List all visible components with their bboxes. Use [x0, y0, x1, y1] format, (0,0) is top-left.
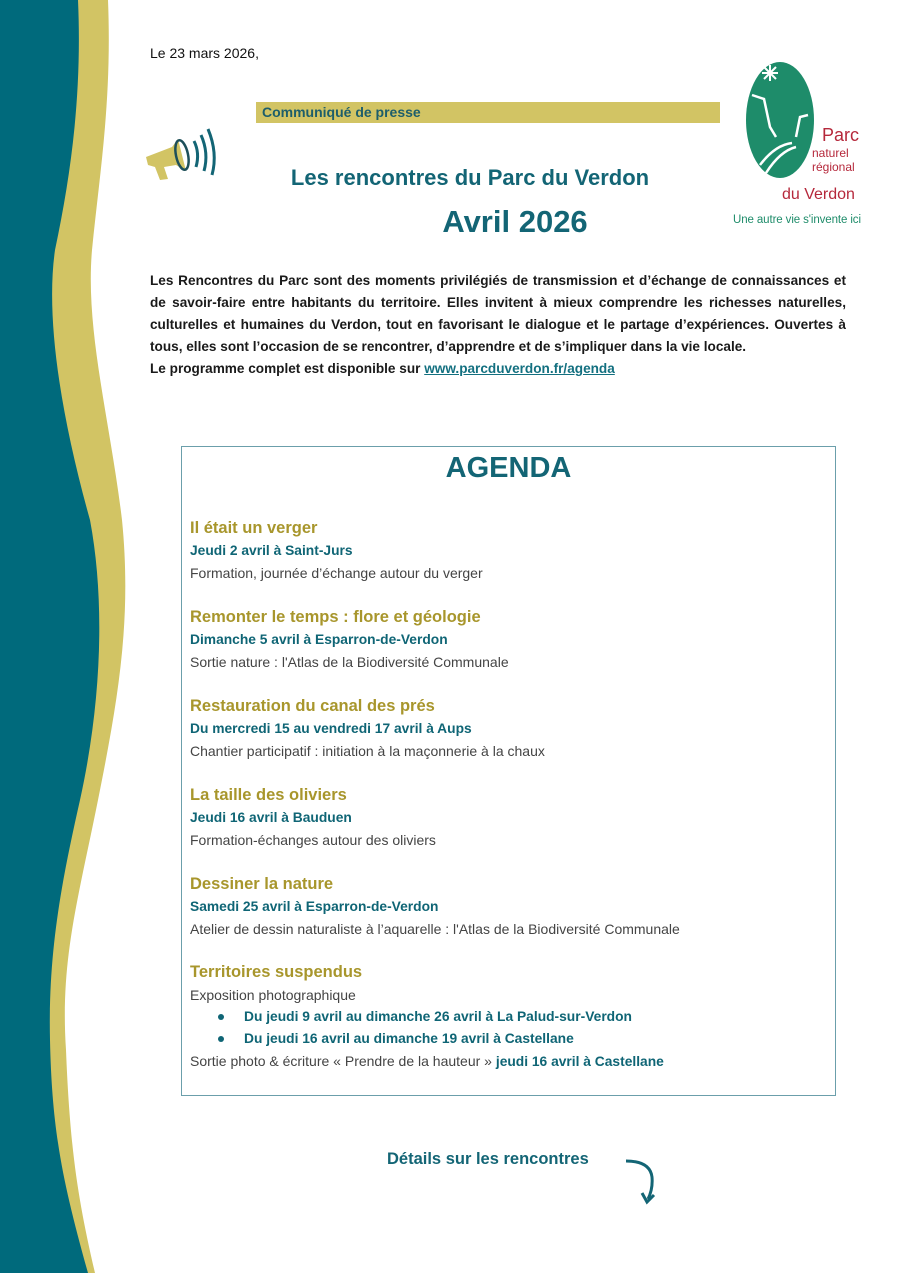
svg-text:du Verdon: du Verdon	[782, 186, 855, 203]
bullet-icon	[218, 1036, 224, 1042]
details-link[interactable]: Détails sur les rencontres	[387, 1150, 589, 1168]
curved-arrow-icon	[622, 1155, 662, 1207]
svg-text:Parc: Parc	[822, 125, 860, 145]
svg-text:régional: régional	[812, 160, 855, 174]
bullet-text: Du jeudi 9 avril au dimanche 26 avril à La Palud-sur-Verdon	[244, 1009, 632, 1024]
decorative-wave	[0, 0, 140, 1273]
extra-date: jeudi 16 avril à Castellane	[495, 1054, 664, 1069]
event-item	[190, 516, 820, 584]
agenda-link[interactable]: www.parcduverdon.fr/agenda	[424, 361, 615, 376]
event-title: Remonter le temps : flore et géologie	[190, 608, 481, 626]
event-title: Territoires suspendus	[190, 963, 363, 981]
event-title: Restauration du canal des prés	[190, 697, 435, 715]
kicker-label: Communiqué de presse	[262, 104, 421, 120]
event-desc: Sortie nature : l'Atlas de la Biodiversité Communale	[190, 654, 509, 670]
event-date: Dimanche 5 avril à Esparron-de-Verdon	[190, 632, 448, 647]
event-item	[190, 960, 820, 1072]
event-title: Dessiner la nature	[190, 875, 334, 893]
park-logo	[730, 55, 870, 240]
event-item	[190, 605, 820, 673]
event-date: Jeudi 2 avril à Saint-Jurs	[190, 543, 353, 558]
intro-text: Les Rencontres du Parc sont des moments privilégiés de transmission et d’échange de connaissances et de savoir-faire entre habitants du territoire. Elles invitent à mieux comprendre les richesses naturelles, culturelles et humaines du Verdon, tout en favorisant le dialogue et le partage d’expériences. Ouvertes à tous, elles sont l’occasion de se rencontrer, d’apprendre et de s’impliquer dans la vie locale.	[150, 273, 846, 354]
event-desc: Atelier de dessin naturaliste à l’aquarelle : l'Atlas de la Biodiversité Communale	[190, 921, 680, 937]
svg-text:naturel: naturel	[812, 146, 849, 160]
extra-prefix: Sortie photo & écriture « Prendre de la hauteur »	[190, 1053, 496, 1069]
event-bullet	[190, 1028, 820, 1050]
bullet-icon	[218, 1014, 224, 1020]
agenda-title: AGENDA	[445, 452, 572, 484]
event-desc: Chantier participatif : initiation à la maçonnerie à la chaux	[190, 743, 545, 759]
event-item	[190, 783, 820, 851]
event-desc: Formation-échanges autour des oliviers	[190, 832, 436, 848]
program-line	[150, 358, 846, 380]
event-item	[190, 694, 820, 762]
page-title: Les rencontres du Parc du Verdon	[290, 165, 650, 190]
event-extra	[190, 1050, 820, 1072]
event-date: Samedi 25 avril à Esparron-de-Verdon	[190, 899, 439, 914]
event-title: La taille des oliviers	[190, 786, 347, 804]
letter-date: Le 23 mars 2026,	[150, 45, 259, 61]
event-desc: Formation, journée d’échange autour du verger	[190, 565, 483, 581]
program-prefix: Le programme complet est disponible sur	[150, 361, 425, 376]
bullet-text: Du jeudi 16 avril au dimanche 19 avril à Castellane	[244, 1031, 574, 1046]
event-bullet	[190, 1006, 820, 1028]
intro-paragraph	[150, 270, 846, 380]
event-item	[190, 872, 820, 940]
page-subtitle: Avril 2026	[442, 204, 588, 239]
event-title: Il était un verger	[190, 519, 318, 537]
svg-text:Une autre vie s'invente ici: Une autre vie s'invente ici	[733, 214, 861, 226]
event-date: Du mercredi 15 au vendredi 17 avril à Aups	[190, 721, 472, 736]
event-date: Jeudi 16 avril à Bauduen	[190, 810, 352, 825]
event-desc: Exposition photographique	[190, 987, 356, 1003]
